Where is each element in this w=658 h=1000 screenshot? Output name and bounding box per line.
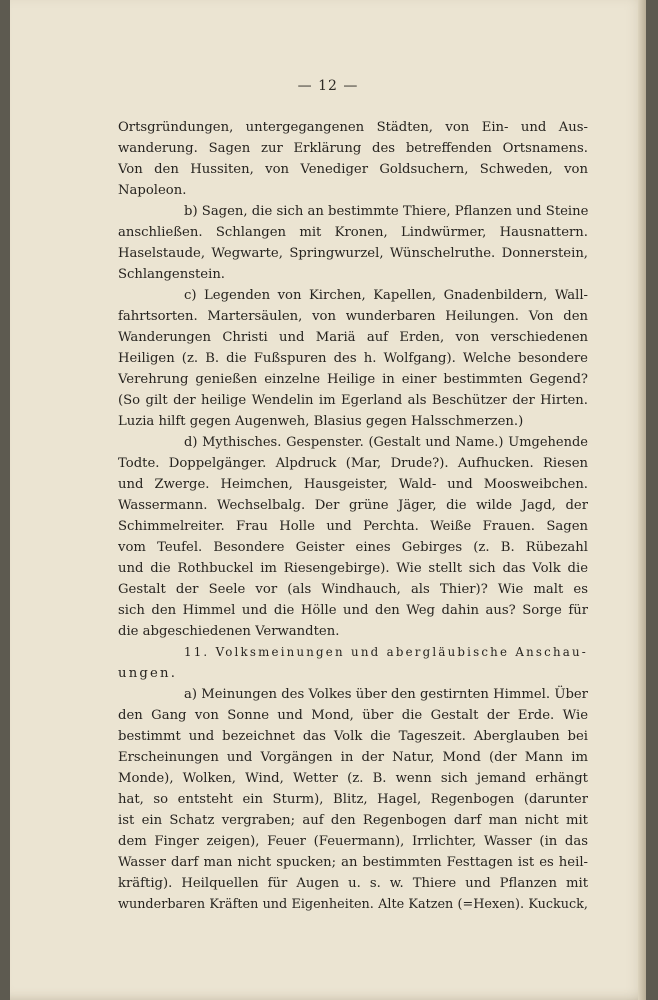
book-page	[10, 0, 646, 1000]
text-line: Wassermann. Wechselbalg. Der grüne Jäger, die wilde Jagd, der	[118, 498, 588, 513]
text-line: fahrtsorten. Martersäulen, von wunderbaren Heilungen. Von den	[118, 309, 588, 324]
text-line: 11. Volksmeinungen und abergläubische Anschau-	[184, 645, 588, 659]
text-line: die abgeschiedenen Verwandten.	[118, 624, 340, 639]
text-line: wanderung. Sagen zur Erklärung des betreffenden Ortsnamens.	[118, 141, 588, 156]
text-line: Wanderungen Christi und Mariä auf Erden, von verschiedenen	[118, 330, 588, 345]
text-line: sich den Himmel und die Hölle und den Weg dahin aus? Sorge für	[118, 603, 588, 618]
page-edge-shadow	[638, 0, 646, 1000]
text-line: Monde), Wolken, Wind, Wetter (z. B. wenn sich jemand erhängt	[118, 771, 588, 786]
text-line: und Zwerge. Heimchen, Hausgeister, Wald- und Moosweibchen.	[118, 477, 588, 492]
text-line: bestimmt und bezeichnet das Volk die Tageszeit. Aberglauben bei	[118, 729, 588, 744]
text-line: Schlangenstein.	[118, 267, 226, 282]
text-line: hat, so entsteht ein Sturm), Blitz, Hagel, Regenbogen (darunter	[118, 792, 588, 807]
text-line: c) Legenden von Kirchen, Kapellen, Gnadenbildern, Wall-	[184, 288, 588, 303]
text-line: Haselstaude, Wegwarte, Springwurzel, Wünschelruthe. Donnerstein,	[118, 246, 588, 261]
text-line: Luzia hilft gegen Augenweh, Blasius gegen Halsschmerzen.)	[118, 414, 524, 429]
text-line: d) Mythisches. Gespenster. (Gestalt und Name.) Umgehende	[184, 435, 588, 450]
text-line: und die Rothbuckel im Riesengebirge). Wie stellt sich das Volk die	[118, 561, 588, 576]
text-line: Heiligen (z. B. die Fußspuren des h. Wolfgang). Welche besondere	[118, 351, 588, 366]
text-line: anschließen. Schlangen mit Kronen, Lindwürmer, Hausnattern.	[118, 225, 588, 240]
text-line: Ortsgründungen, untergegangenen Städten, von Ein- und Aus-	[118, 120, 588, 135]
text-line: wunderbaren Kräften und Eigenheiten. Alte Katzen (=Hexen). Kuckuck,	[118, 897, 588, 912]
body-text	[118, 117, 588, 915]
text-line: Erscheinungen und Vorgängen in der Natur, Mond (der Mann im	[118, 750, 588, 765]
text-line: Von den Hussiten, von Venediger Goldsuchern, Schweden, von	[118, 162, 588, 177]
text-line: kräftig). Heilquellen für Augen u. s. w. Thiere und Pflanzen mit	[118, 876, 588, 891]
text-line: Gestalt der Seele vor (als Windhauch, als Thier)? Wie malt es	[118, 582, 588, 597]
text-line: b) Sagen, die sich an bestimmte Thiere, Pflanzen und Steine	[184, 204, 588, 219]
page-number: — 12 —	[297, 78, 359, 94]
text-line: dem Finger zeigen), Feuer (Feuermann), Irrlichter, Wasser (in das	[118, 834, 588, 849]
text-line: (So gilt der heilige Wendelin im Egerland als Beschützer der Hirten.	[118, 393, 588, 408]
text-line: ist ein Schatz vergraben; auf den Regenbogen darf man nicht mit	[118, 813, 588, 828]
text-line: Schimmelreiter. Frau Holle und Perchta. Weiße Frauen. Sagen	[118, 519, 588, 534]
text-line: den Gang von Sonne und Mond, über die Gestalt der Erde. Wie	[118, 708, 588, 723]
text-line: Verehrung genießen einzelne Heilige in einer bestimmten Gegend?	[118, 372, 588, 387]
text-line: a) Meinungen des Volkes über den gestirnten Himmel. Über	[184, 687, 588, 702]
text-line: Wasser darf man nicht spucken; an bestimmten Festtagen ist es heil-	[118, 855, 588, 870]
text-line: ungen.	[118, 666, 178, 681]
text-line: Todte. Doppelgänger. Alpdruck (Mar, Drude?). Aufhucken. Riesen	[118, 456, 588, 471]
text-line: Napoleon.	[118, 183, 187, 198]
text-line: vom Teufel. Besondere Geister eines Gebirges (z. B. Rübezahl	[118, 540, 588, 555]
